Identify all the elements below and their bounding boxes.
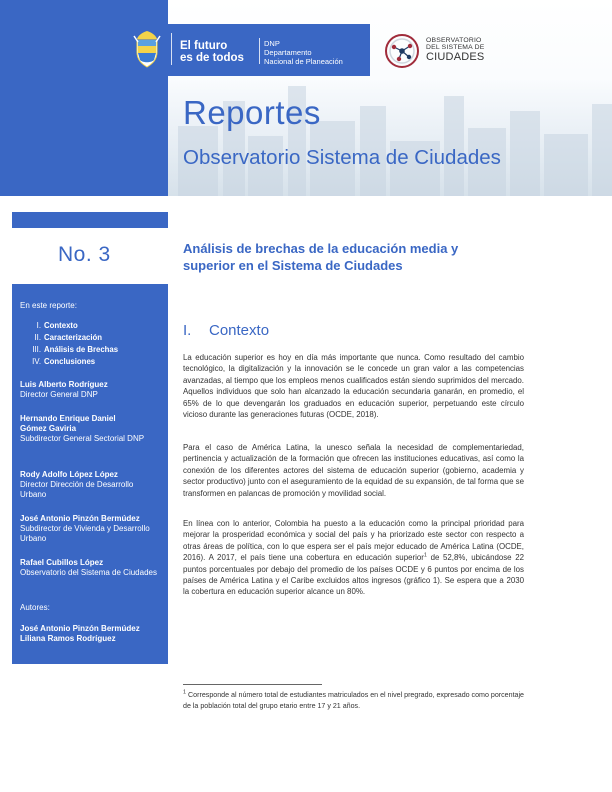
- colombia-shield-icon: [132, 30, 162, 68]
- observatorio-logo-icon: [384, 33, 420, 69]
- person-entry: José Antonio Pinzón Bermúdez Subdirector de Vivienda y Desarrollo Urbano: [20, 514, 150, 543]
- report-title: Reportes: [183, 94, 321, 131]
- footnote-rule: [183, 684, 322, 685]
- authors-list: José Antonio Pinzón Bermúdez Liliana Ramos Rodríguez: [20, 624, 140, 643]
- body-paragraph: Para el caso de América Latina, la unesco señala la necesidad de complementariedad, pertinencia y actualización de la formación que ofrecen las instituciones educativas, así como la conexión de los diferentes actores del sistema de educación superior (gobierno, academia y sector productivo) junto con el aseguramiento de la equidad de su expansión, de tal forma que se transformen en palancas de promoción y movilidad social.: [183, 443, 524, 498]
- footnote-reference[interactable]: 1: [423, 552, 427, 559]
- section-heading: I. Contexto: [183, 322, 270, 339]
- document-title: Análisis de brechas de la educación media y superior en el Sistema de Ciudades: [183, 241, 459, 273]
- authors-label: Autores:: [20, 603, 50, 612]
- toc-item[interactable]: I. Contexto: [36, 321, 78, 330]
- toc-item[interactable]: III. Análisis de Brechas: [32, 345, 119, 354]
- logo-divider: [171, 33, 172, 65]
- table-of-contents: [28, 320, 118, 368]
- toc-item[interactable]: IV. Conclusiones: [32, 357, 96, 366]
- body-paragraph: La educación superior es hoy en día más importante que nunca. Como resultado del cambio tecnológico, la digitalización y la innovación se le concede un gran valor a las competencias avanzadas, al tiempo que los empleos menos cualificados están siendo suprimidos del mercado. Aquellos individuos que solo han alcanzado la educación secundaria ganarán, en promedio, el 65% de lo que devengarán los graduados en educación superior, perpetuando este círculo vicioso durante las generaciones futuras (OCDE, 2018).: [183, 353, 524, 420]
- footnote: $^1$ Corresponde al número total de estudiantes matriculados en el nivel pregrado, expresado como porcentaje de la población total del grupo etario entre 17 y 21 años.: [183, 689, 525, 710]
- issue-number: No. 3: [58, 243, 111, 266]
- person-entry: Luis Alberto Rodríguez Director General DNP: [20, 380, 108, 399]
- observatorio-logo-text: OBSERVATORIO DEL SISTEMA DE CIUDADES: [426, 37, 485, 63]
- body-paragraph: En línea con lo anterior, Colombia ha puesto a la educación como la principal prioridad para mejorar la prosperidad económica y social del país y ha priorizado este sector con respecto a otras áreas de política, con lo que espera ser el país mejor educado de América Latina (OCDE, 2016). A 2017, el país tiene una cobertura en educación superior$^1$ de 52,8%, ubicándose 22 puntos porcentuales por debajo del promedio de los países OCDE y 6 puntos por encima de los países de América Latina y el Caribe excluidos altos ingresos (gráfico 1). Se espera que a 2030 la cobertura en educación superior alcance un 80%.: [183, 519, 524, 597]
- sidebar: [12, 284, 168, 664]
- report-subtitle: Observatorio Sistema de Ciudades: [183, 146, 501, 169]
- person-entry: Rody Adolfo López López Director Dirección de Desarrollo Urbano: [20, 470, 134, 499]
- sidebar-intro: En este reporte:: [20, 301, 77, 310]
- logo-divider-2: [259, 38, 260, 64]
- person-entry: Rafael Cubillos López Observatorio del Sistema de Ciudades: [20, 558, 157, 577]
- government-slogan: El futuro es de todos: [180, 40, 244, 64]
- person-entry: Hernando Enrique Daniel Gómez Gaviria Subdirector General Sectorial DNP: [20, 414, 145, 443]
- dnp-department-name: DNP Departamento Nacional de Planeación: [264, 39, 343, 66]
- toc-item[interactable]: II. Caracterización: [34, 333, 103, 342]
